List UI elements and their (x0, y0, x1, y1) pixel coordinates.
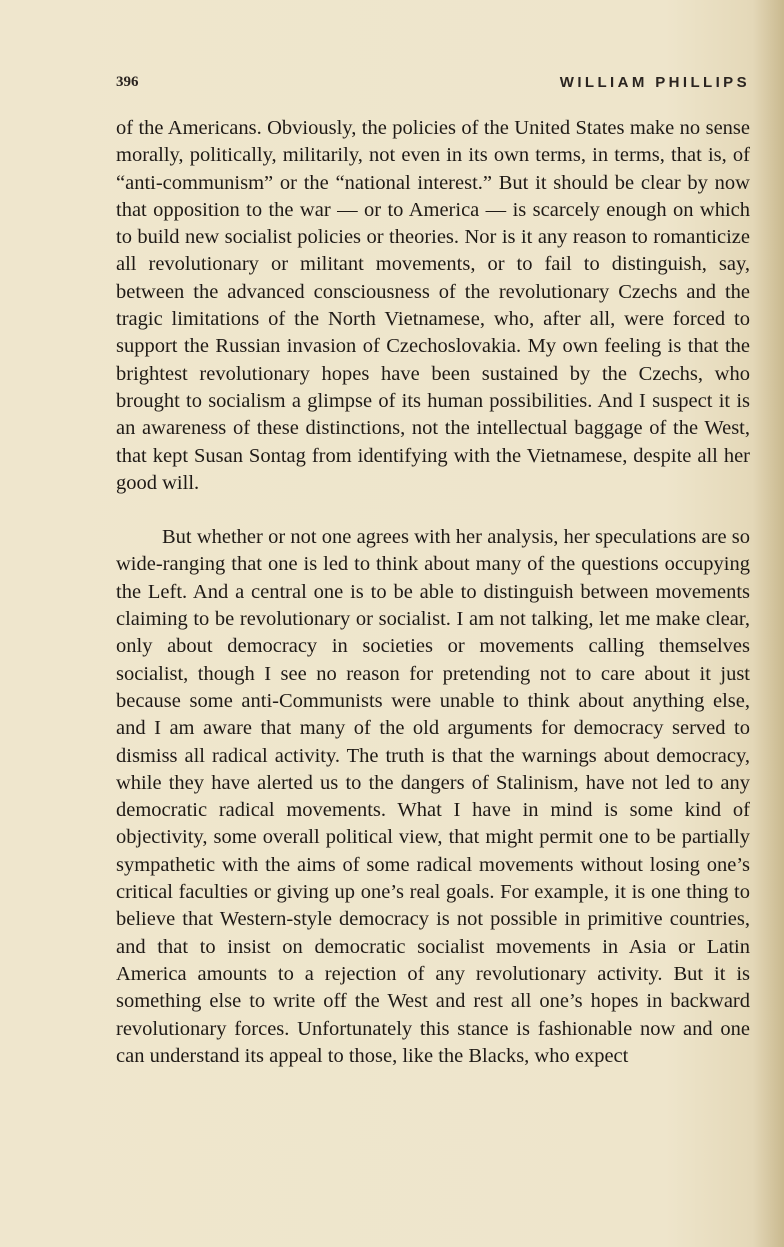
page-header (116, 72, 750, 96)
page-number: 396 (116, 74, 139, 90)
paragraph-2: But whether or not one agrees with her analysis, her speculations are so wide-ranging that one is led to think about many of the questions occupying the Left. And a central one is to be able to distinguish between movements claiming to be revolutionary or socialist. I am not talking, let me make clear, only about democracy in societies or movements calling themselves socialist, though I see no reason for pretending not to care about it just because some anti-Communists were unable to think about anything else, and I am aware that many of the old arguments for democracy served to dismiss all radical activity. The truth is that the warnings about democracy, while they have alerted us to the dangers of Stalinism, have not led to any democratic radical movements. What I have in mind is some kind of objectivity, some overall political view, that might permit one to be partially sympathetic with the aims of some radical movements without losing one’s critical faculties or giving up one’s real goals. For example, it is one thing to believe that Western-style democracy is not possible in primitive countries, and that to insist on democratic socialist movements in Asia or Latin America amounts to a rejection of any revolutionary activity. But it is something else to write off the West and rest all one’s hopes in backward revolutionary forces. Unfortunately this stance is fashionable now and one can understand its appeal to those, like the Blacks, who expect (116, 526, 750, 1067)
running-head-author: WILLIAM PHILLIPS (559, 74, 750, 91)
paragraph-1: of the Americans. Obviously, the policies of the United States make no sense morally, politically, militarily, not even in its own terms, in terms, that is, of “anti-communism” or the “national interest.” But it should be clear by now that opposition to the war — or to America — is scarcely enough on which to build new socialist policies or theories. Nor is it any reason to romanticize all revolutionary or militant movements, or to fail to distinguish, say, between the advanced consciousness of the revolutionary Czechs and the tragic limitations of the North Vietnamese, who, after all, were forced to support the Russian invasion of Czechoslovakia. My own feeling is that the brightest revolutionary hopes have been sustained by the Czechs, who brought to socialism a glimpse of its human possibilities. And I suspect it is an awareness of these distinctions, not the intellectual baggage of the West, that kept Susan Sontag from identifying with the Vietnamese, despite all her good will. (116, 117, 750, 494)
body-text (116, 115, 750, 1070)
